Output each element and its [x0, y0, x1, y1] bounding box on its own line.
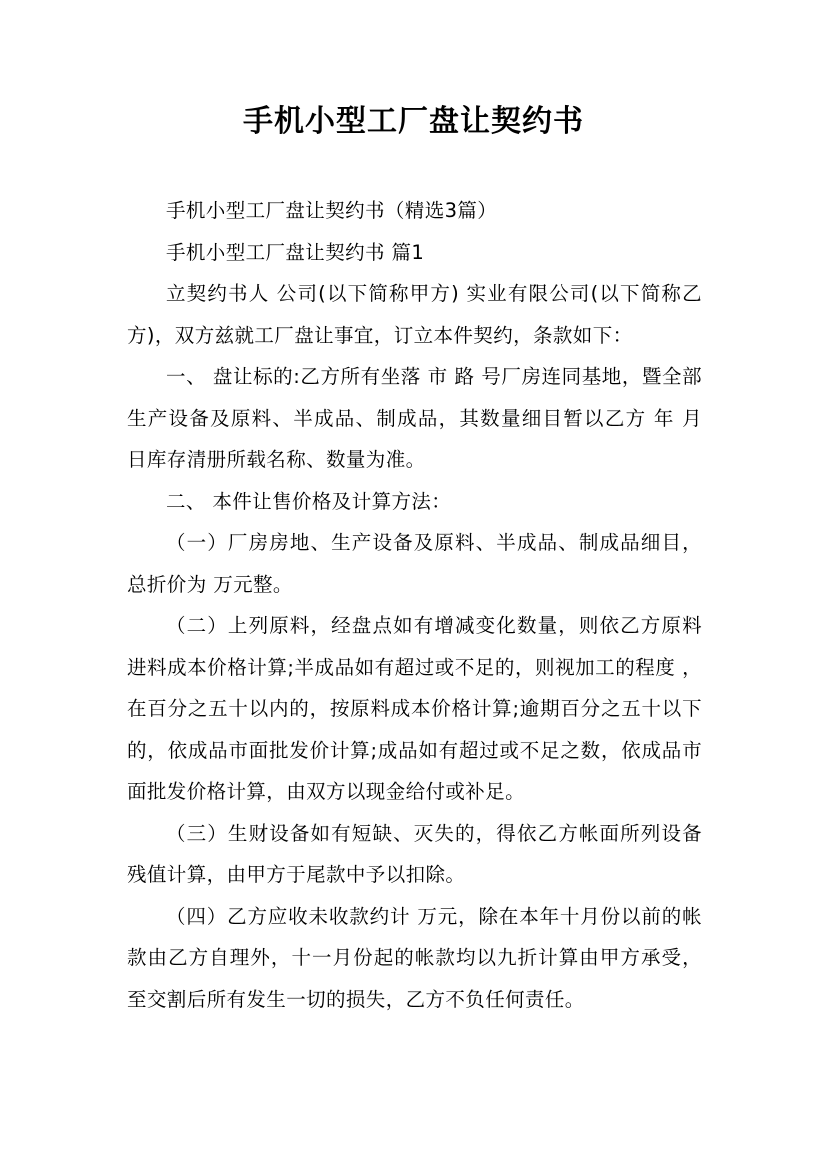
clause-2-item-1-paragraph: （一）厂房房地、生产设备及原料、半成品、制成品细目，总折价为 万元整。	[127, 531, 702, 596]
clause-1-paragraph: 一、 盘让标的:乙方所有坐落 市 路 号厂房连同基地，暨全部生产设备及原料、半成品、制成品，其数量细目暂以乙方 年 月 日库存清册所载名称、数量为准。	[127, 365, 702, 471]
clause-2-item-4-paragraph: （四）乙方应收未收款约计 万元，除在本年十月份以前的帐款由乙方自理外，十一月份起的帐款均以九折计算由甲方承受，至交割后所有发生一切的损失，乙方不负任何责任。	[127, 904, 702, 1011]
document-title: 手机小型工厂盘让契约书	[243, 104, 584, 139]
clause-2-item-2-paragraph: （二）上列原料，经盘点如有增减变化数量，则依乙方原料进料成本价格计算;半成品如有超过或不足的，则视加工的程度 ，在百分之五十以内的，按原料成本价格计算;逾期百分之五十以下的，依成品市面批发价计算;成品如有超过或不足之数，依成品市面批发价格计算，由双方以现金给付或补足。	[127, 614, 702, 803]
parties-paragraph: 立契约书人 公司(以下简称甲方) 实业有限公司(以下简称乙方)，双方兹就工厂盘让事宜，订立本件契约，条款如下：	[127, 282, 702, 347]
section-heading-paragraph: 手机小型工厂盘让契约书 篇1	[166, 240, 425, 264]
document-body	[127, 190, 702, 1020]
clause-2-item-3-paragraph: （三）生财设备如有短缺、灭失的，得依乙方帐面所列设备残值计算，由甲方于尾款中予以扣除。	[127, 821, 702, 886]
subtitle-paragraph: 手机小型工厂盘让契约书（精选3篇）	[166, 199, 498, 222]
clause-2-paragraph: 二、 本件让售价格及计算方法：	[166, 489, 452, 513]
